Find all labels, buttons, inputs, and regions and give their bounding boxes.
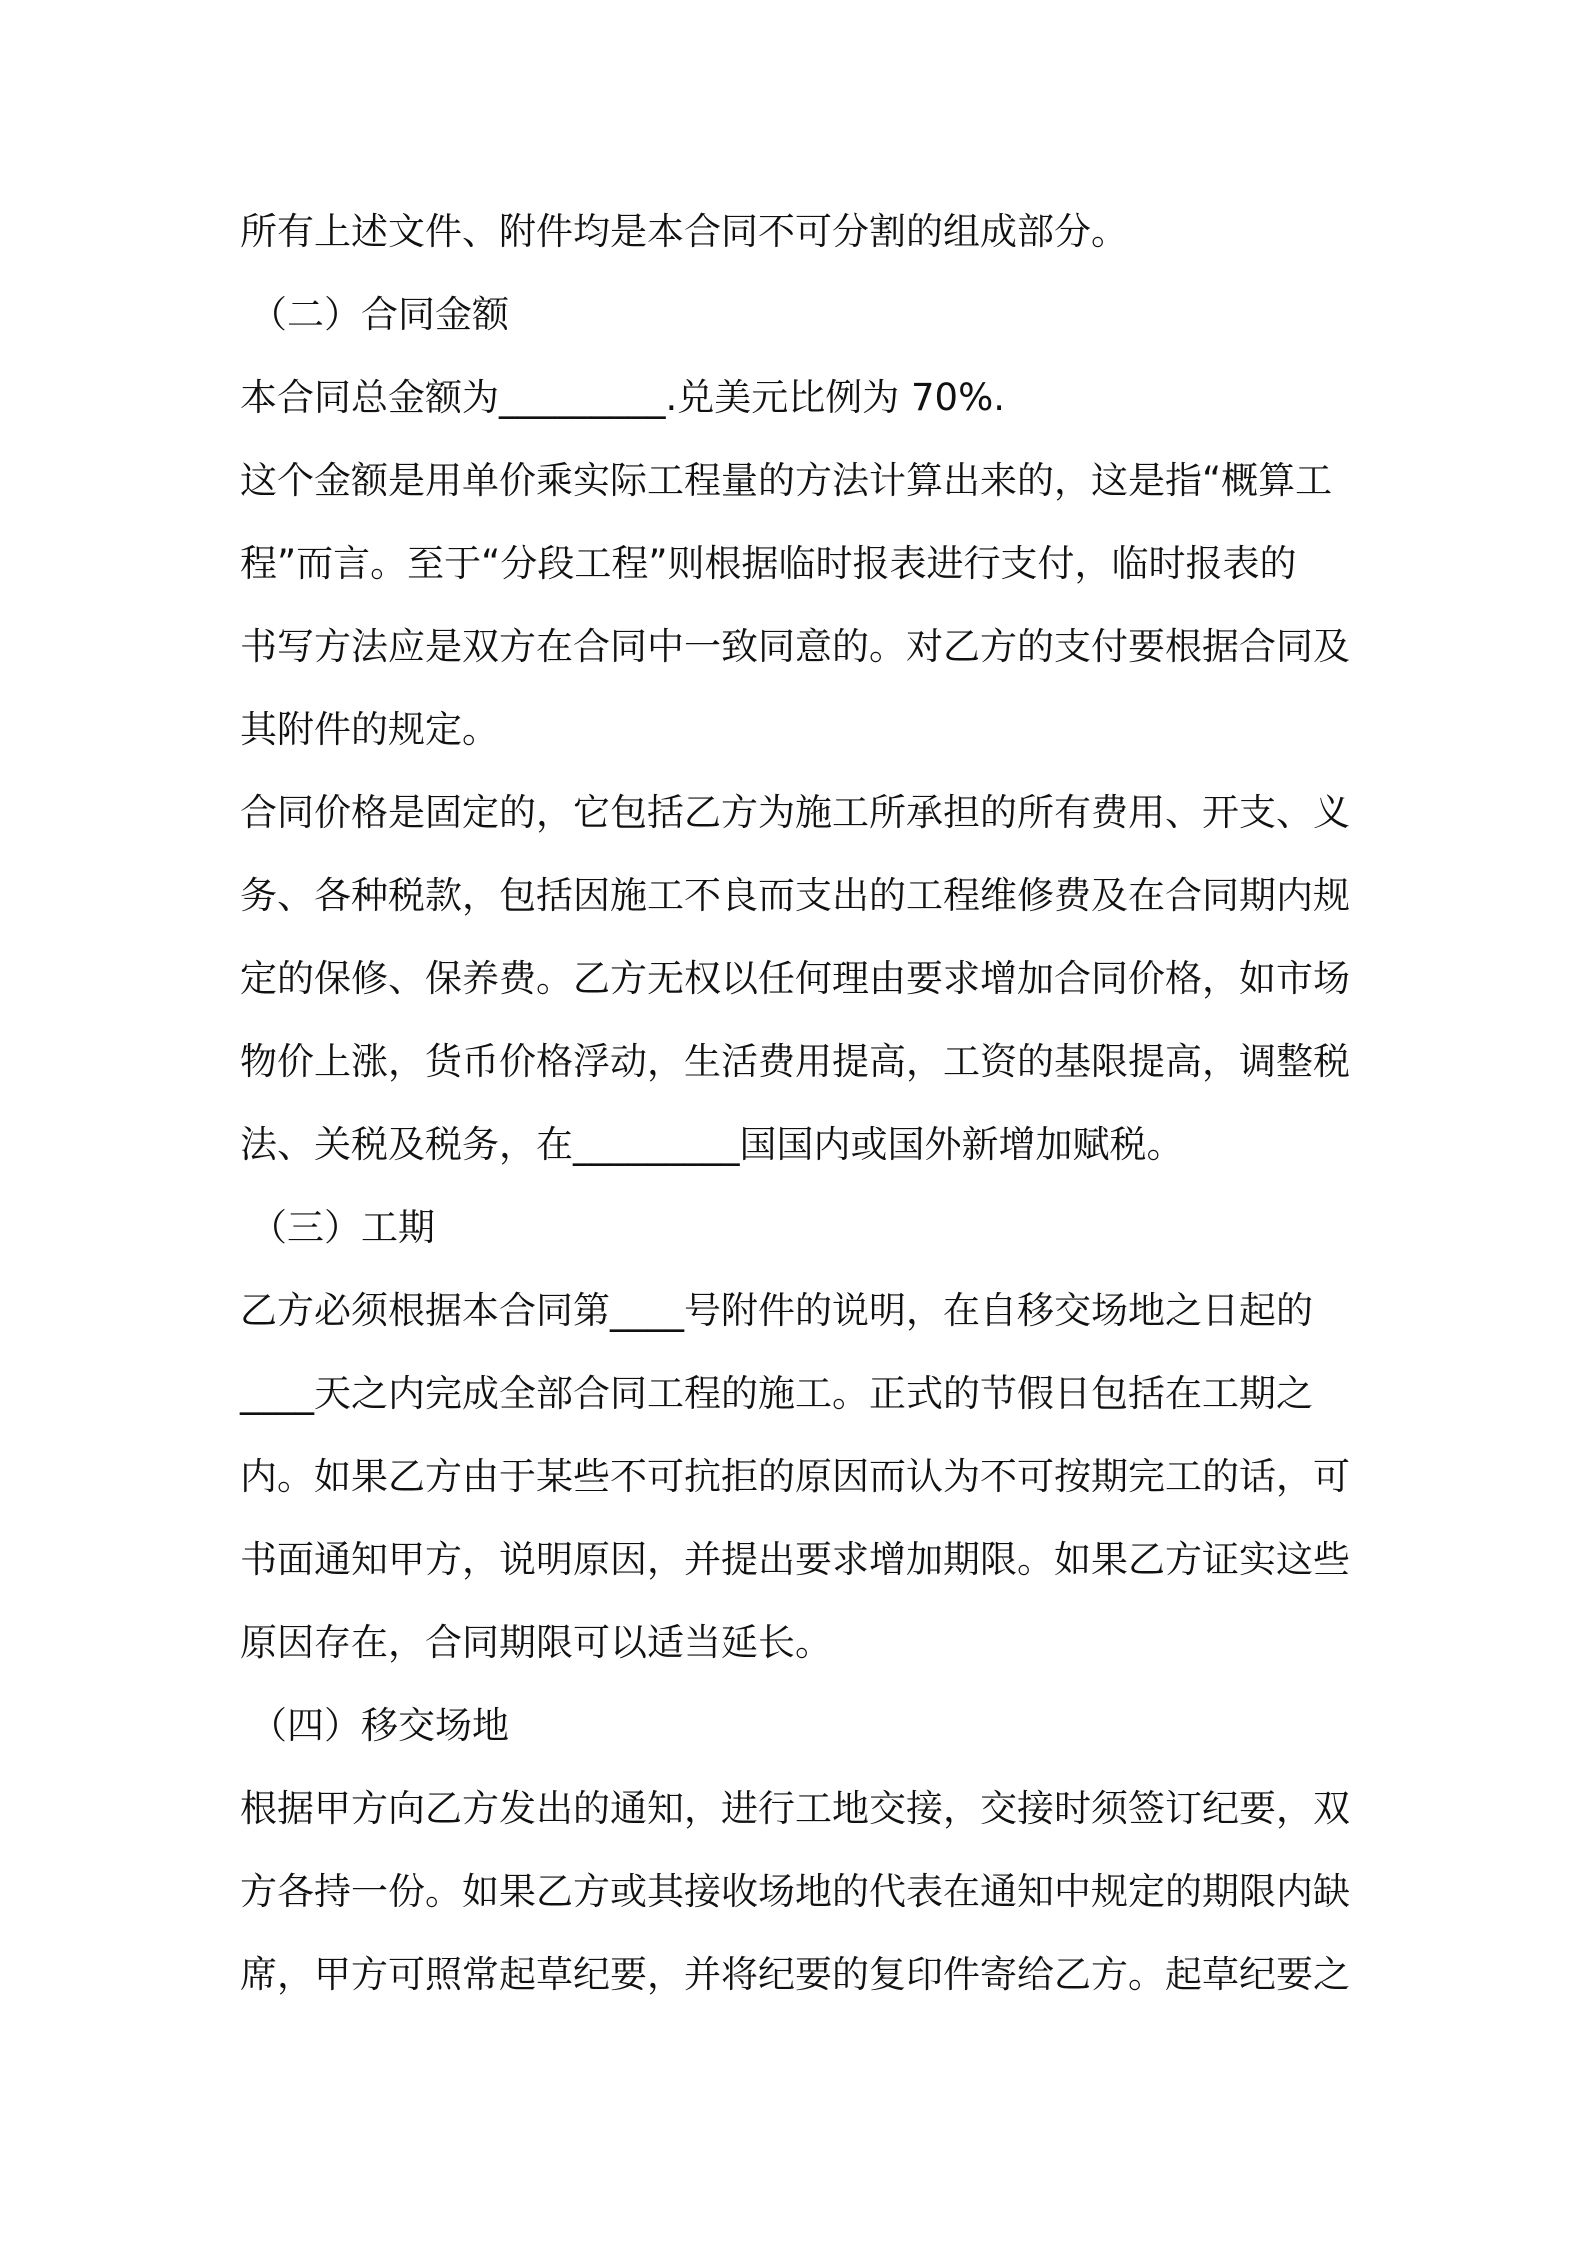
text-line: 乙方必须根据本合同第____号附件的说明，在自移交场地之日起的: [240, 1289, 1313, 1332]
text-line: 原因存在，合同期限可以适当延长。: [240, 1621, 832, 1664]
text-line: 程”而言。至于“分段工程”则根据临时报表进行支付，临时报表的: [240, 542, 1297, 585]
text-line: 合同价格是固定的，它包括乙方为施工所承担的所有费用、开支、义: [240, 791, 1350, 834]
text-line: 这个金额是用单价乘实际工程量的方法计算出来的，这是指“概算工: [240, 459, 1333, 502]
section-heading-contract-amount: （二）合同金额: [250, 293, 509, 336]
text-line: ____天之内完成全部合同工程的施工。正式的节假日包括在工期之: [240, 1372, 1313, 1415]
document-body: [240, 190, 1350, 2016]
text-line: 席，甲方可照常起草纪要，并将纪要的复印件寄给乙方。起草纪要之: [240, 1953, 1350, 1996]
text-line: 物价上涨，货币价格浮动，生活费用提高，工资的基限提高，调整税: [240, 1040, 1350, 1083]
text-line: 法、关税及税务，在_________国国内或国外新增加赋税。: [240, 1123, 1184, 1166]
section-heading-site-handover: （四）移交场地: [250, 1704, 509, 1747]
section-heading-construction-period: （三）工期: [250, 1206, 435, 1249]
text-line: 本合同总金额为_________.兑美元比例为 70%.: [240, 376, 1006, 419]
text-line: 其附件的规定。: [240, 708, 499, 751]
text-line: 方各持一份。如果乙方或其接收场地的代表在通知中规定的期限内缺: [240, 1870, 1350, 1913]
text-line: 书写方法应是双方在合同中一致同意的。对乙方的支付要根据合同及: [240, 625, 1350, 668]
text-line: 务、各种税款，包括因施工不良而支出的工程维修费及在合同期内规: [240, 874, 1350, 917]
text-line: 内。如果乙方由于某些不可抗拒的原因而认为不可按期完工的话，可: [240, 1455, 1350, 1498]
text-line: 根据甲方向乙方发出的通知，进行工地交接，交接时须签订纪要，双: [240, 1787, 1350, 1830]
text-line: 定的保修、保养费。乙方无权以任何理由要求增加合同价格，如市场: [240, 957, 1350, 1000]
text-line: 所有上述文件、附件均是本合同不可分割的组成部分。: [240, 210, 1128, 253]
text-line: 书面通知甲方，说明原因，并提出要求增加期限。如果乙方证实这些: [240, 1538, 1350, 1581]
